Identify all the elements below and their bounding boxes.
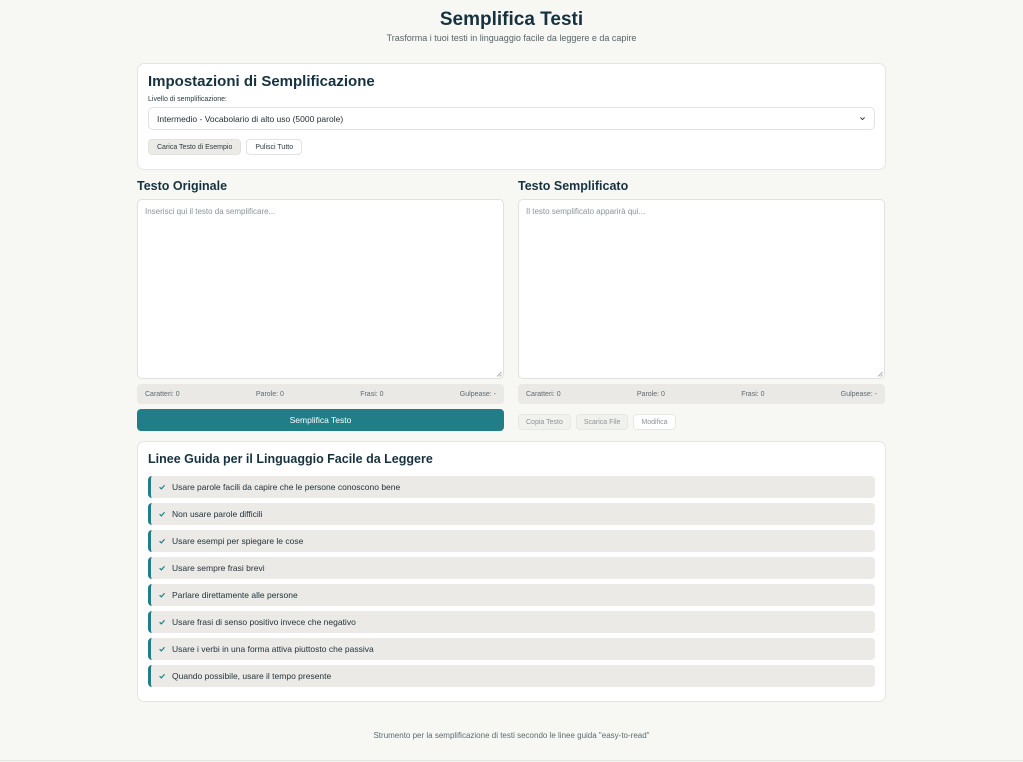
check-icon <box>158 510 166 518</box>
resize-grip-icon[interactable] <box>877 371 883 377</box>
original-chars-count: Caratteri: 0 <box>145 390 180 398</box>
simplified-text-section <box>518 178 885 430</box>
edit-button[interactable]: Modifica <box>633 414 675 430</box>
simplified-text-placeholder: Il testo semplificato apparirà qui... <box>526 207 646 216</box>
guideline-item <box>148 530 875 552</box>
guideline-text: Non usare parole difficili <box>172 509 263 519</box>
original-text-placeholder: Inserisci qui il testo da semplificare... <box>145 207 276 216</box>
app-header <box>0 8 1023 43</box>
original-text-section <box>137 178 504 431</box>
clear-all-button[interactable]: Pulisci Tutto <box>246 139 302 155</box>
simplified-words-count: Parole: 0 <box>636 390 665 398</box>
guideline-item <box>148 557 875 579</box>
check-icon <box>158 645 166 653</box>
guideline-text: Usare i verbi in una forma attiva piuttosto che passiva <box>172 644 374 654</box>
check-icon <box>158 564 166 572</box>
guidelines-panel <box>137 441 886 702</box>
check-icon <box>158 483 166 491</box>
load-example-button[interactable]: Carica Testo di Esempio <box>148 139 241 155</box>
guideline-text: Parlare direttamente alle persone <box>172 590 298 600</box>
settings-actions <box>148 139 875 155</box>
simplified-gulpease-index: Gulpease: - <box>840 390 877 398</box>
simplified-text-output[interactable] <box>518 199 885 379</box>
guideline-item <box>148 665 875 687</box>
check-icon <box>158 591 166 599</box>
level-select[interactable] <box>148 107 875 130</box>
guideline-item <box>148 611 875 633</box>
output-actions <box>518 414 885 430</box>
original-text-stats <box>137 384 504 404</box>
resize-grip-icon[interactable] <box>496 371 502 377</box>
download-file-button[interactable]: Scarica File <box>576 414 629 430</box>
guideline-item <box>148 638 875 660</box>
level-select-value: Intermedio - Vocabolario di alto uso (5000 parole) <box>157 113 344 124</box>
check-icon <box>158 618 166 626</box>
simplified-sentences-count: Frasi: 0 <box>741 390 765 398</box>
original-sentences-count: Frasi: 0 <box>360 390 384 398</box>
guideline-text: Usare sempre frasi brevi <box>172 563 265 573</box>
guideline-text: Usare esempi per spiegare le cose <box>172 536 304 546</box>
guideline-item <box>148 476 875 498</box>
app-title: Semplifica Testi <box>439 9 584 30</box>
copy-text-button[interactable]: Copia Testo <box>518 414 571 430</box>
footer-text: Strumento per la semplificazione di testi secondo le linee guida "easy-to-read" <box>373 731 650 740</box>
guideline-item <box>148 503 875 525</box>
settings-title: Impostazioni di Semplificazione <box>148 73 375 90</box>
original-text-input[interactable] <box>137 199 504 379</box>
guidelines-title: Linee Guida per il Linguaggio Facile da Leggere <box>148 452 433 466</box>
level-label: Livello di semplificazione: <box>148 96 227 103</box>
guideline-text: Usare parole facili da capire che le persone conoscono bene <box>172 482 401 492</box>
settings-panel <box>137 63 886 170</box>
simplified-chars-count: Caratteri: 0 <box>526 390 561 398</box>
guideline-text: Usare frasi di senso positivo invece che negativo <box>172 617 356 627</box>
original-text-title: Testo Originale <box>137 179 228 193</box>
simplified-text-title: Testo Semplificato <box>518 179 629 193</box>
check-icon <box>158 672 166 680</box>
simplified-text-stats <box>518 384 885 404</box>
app-subtitle: Trasforma i tuoi testi in linguaggio facile da leggere e da capire <box>386 33 637 43</box>
chevron-down-icon <box>859 115 866 122</box>
simplify-button[interactable]: Semplifica Testo <box>137 409 504 431</box>
guideline-item <box>148 584 875 606</box>
original-words-count: Parole: 0 <box>255 390 284 398</box>
guideline-text: Quando possibile, usare il tempo presente <box>172 671 332 681</box>
original-gulpease-index: Gulpease: - <box>459 390 496 398</box>
check-icon <box>158 537 166 545</box>
footer-divider <box>0 760 1023 761</box>
